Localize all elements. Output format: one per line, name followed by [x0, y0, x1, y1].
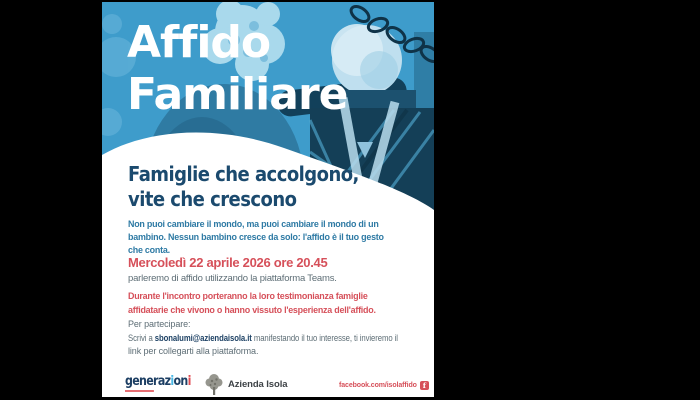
- headline-line1: Famiglie che accolgono,: [128, 162, 359, 186]
- contact-line1: [128, 332, 398, 345]
- testimonial-line: affidatarie che vivono o hanno vissuto l'esperienza dell'affido.: [128, 304, 376, 316]
- facebook-icon: f: [420, 381, 429, 390]
- generazioni-part: on: [173, 374, 188, 389]
- headline-line2: vite che crescono: [128, 187, 297, 211]
- contact-paragraph: [128, 332, 434, 358]
- facebook-line: [339, 381, 429, 390]
- affido-familiare-flyer: [102, 2, 434, 397]
- intro-line: bambino. Nessun bambino cresce da solo: l'affido è il tuo gesto: [128, 232, 384, 243]
- generazioni-part-blue: i: [170, 374, 174, 389]
- generazioni-tagline-mark: [125, 390, 154, 392]
- facebook-url-text: facebook.com/isolaffido: [339, 382, 417, 389]
- participate-label: Per partecipare:: [128, 319, 191, 329]
- azienda-isola-logo: [205, 373, 287, 396]
- azienda-isola-tree-icon: [205, 373, 223, 396]
- contact-prefix: Scrivi a: [128, 333, 155, 343]
- intro-line: che conta.: [128, 245, 170, 256]
- headline: [128, 162, 359, 212]
- event-platform-line: parleremo di affido utilizzando la piattaforma Teams.: [128, 273, 337, 284]
- poster-title-line1: Affido: [127, 17, 271, 68]
- contact-line2: link per collegarti alla piattaforma.: [128, 346, 259, 356]
- intro-line: Non puoi cambiare il mondo, ma puoi cambiare il mondo di un: [128, 219, 379, 230]
- intro-paragraph: [128, 218, 400, 257]
- generazioni-part: generaz: [125, 374, 171, 389]
- generazioni-logo: [125, 374, 191, 392]
- testimonial-line: Durante l'incontro porteranno la loro testimonianza famiglie: [128, 291, 368, 302]
- event-date: Mercoledì 22 aprile 2026 ore 20.45: [128, 255, 328, 270]
- testimonial-paragraph: [128, 290, 392, 317]
- poster-title: [127, 17, 348, 121]
- generazioni-part-red: i: [187, 374, 191, 389]
- contact-email: sbonalumi@aziendaisola.it: [154, 333, 252, 343]
- generazioni-logo-text: [125, 374, 191, 389]
- contact-suffix: manifestando il tuo interesse, ti invieremo il: [251, 333, 398, 343]
- poster-title-line2: Familiare: [127, 69, 348, 120]
- azienda-isola-label: Azienda Isola: [228, 379, 288, 390]
